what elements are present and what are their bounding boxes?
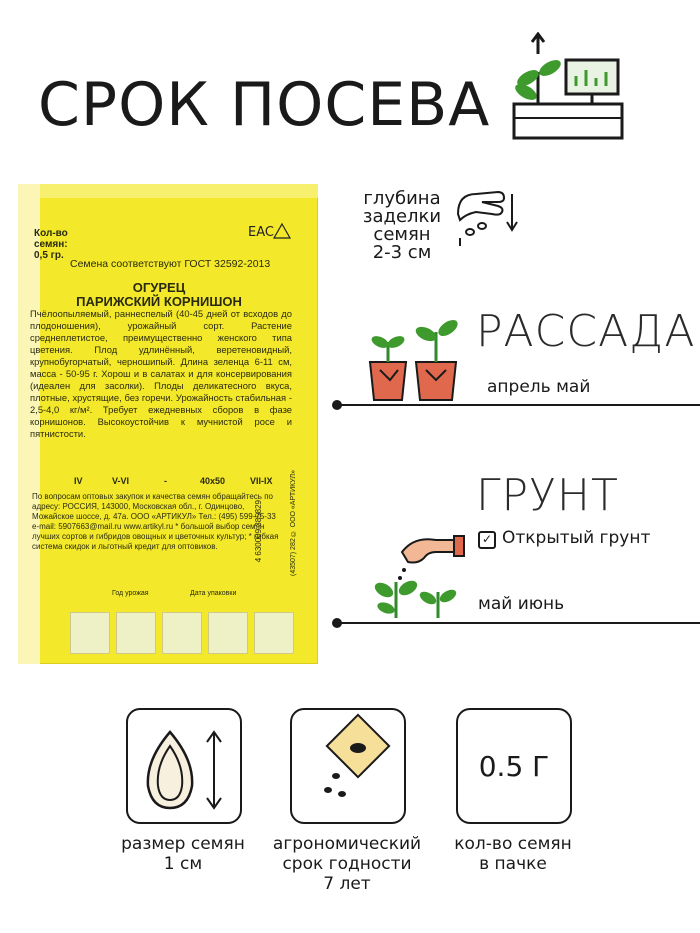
seedling-pots-icon	[366, 318, 460, 402]
ground-check	[478, 528, 650, 549]
packet-vertical-text: (43507) 282 © ООО «АРТИКУЛ»	[290, 470, 297, 577]
packet-year-label: Год урожая	[112, 590, 149, 597]
page-title: СРОК ПОСЕВА	[38, 70, 491, 140]
step-harvest-image	[254, 612, 294, 654]
packet-quantity-value: 0,5 гр.	[34, 250, 64, 261]
step-watering-image	[162, 612, 202, 654]
timeline-line	[336, 622, 700, 624]
hand-sowing-icon	[452, 180, 522, 250]
depth-line-4: 2-3 см	[372, 242, 432, 263]
certification-marks-icon	[248, 220, 292, 242]
packet-quantity-label: Кол-во семян:	[34, 228, 68, 250]
packet-description: Пчёлоопыляемый, раннеспелый (40-45 дней от всходов до плодоношения), урожайный сорт. Растение среднеплетистое, преимущественно женского типа цветения. Плод удлинённый, веретеновидный, крупнобугорчатый, черношипый. Длина зеленца 6-11 см, масса - 50-95 г. Хорош и в салатах и для консервирования (идеален для засолки). Плоды деликатесного вкуса, плотные, хрустящие, без горечи. Урожайность стабильная - 2,5-4,0 кг/м². Требует ежедневных сборов в фазе корнишонов. Высокоустойчив к мучнистой росе и пятнистости.	[30, 308, 292, 439]
packet-contact: По вопросам оптовых закупок и качества семян обращайтесь по адресу: РОССИЯ, 143000, Московская обл., г. Одинцово, Можайское шоссе, д. 47а. ООО «АРТИКУЛ» Тел.: (495) 599-75-33 e-mail: 5907663@mail.ru www.artikyl.ru * большой выбор семян лучших сортов и гибридов овощных и цветочных культур; * гибкая система скидок и льготный кредит для оптовиков.	[32, 492, 279, 551]
packet-gost: Семена соответствуют ГОСТ 32592-2013	[70, 258, 271, 270]
shelf-life-box	[290, 708, 406, 824]
packet-month-2: V-VI	[112, 476, 130, 486]
timeline-line	[336, 404, 700, 406]
shelf-life-caption: агрономический срок годности 7 лет	[272, 834, 422, 894]
depth-line-2: заделки	[362, 206, 442, 227]
step-planting-image	[208, 612, 248, 654]
svg-text:EAC: EAC	[248, 225, 274, 240]
depth-text	[354, 190, 450, 262]
depth-line-3: семян	[373, 224, 431, 245]
seed-packet-icon	[292, 710, 404, 822]
quantity-caption: кол-во семян в пачке	[454, 834, 572, 874]
checkmark-icon: ✓	[478, 531, 496, 549]
seedling-monitor-icon	[510, 32, 630, 142]
seed-size-icon	[128, 710, 240, 822]
packet-variety: ПАРИЖСКИЙ КОРНИШОН	[76, 294, 242, 309]
packet-month-4: 40x50	[200, 476, 226, 486]
hand-watering-plants-icon	[374, 530, 466, 620]
packet-month-1: IV	[74, 476, 83, 486]
ground-months: май июнь	[478, 594, 565, 614]
step-seedling-image	[116, 612, 156, 654]
depth-line-1: глубина	[363, 188, 441, 209]
ground-check-label: Открытый грунт	[502, 528, 651, 548]
barcode-number: 4 630009 385829	[254, 500, 263, 563]
ground-heading: ГРУНТ	[476, 470, 619, 521]
seed-size-caption: размер семян 1 см	[121, 834, 245, 874]
packet-crop: ОГУРЕЦ	[132, 280, 186, 295]
quantity-box: 0.5 Г	[456, 708, 572, 824]
step-sowing-image	[70, 612, 110, 654]
packet-quantity	[34, 228, 94, 261]
packet-month-3: -	[164, 476, 167, 486]
seedling-months: апрель май	[487, 377, 591, 397]
seedling-heading: РАССАДА	[476, 306, 696, 357]
packet-month-5: VII-IX	[250, 476, 273, 486]
packet-date-label: Дата упаковки	[190, 590, 237, 597]
seed-size-box	[126, 708, 242, 824]
